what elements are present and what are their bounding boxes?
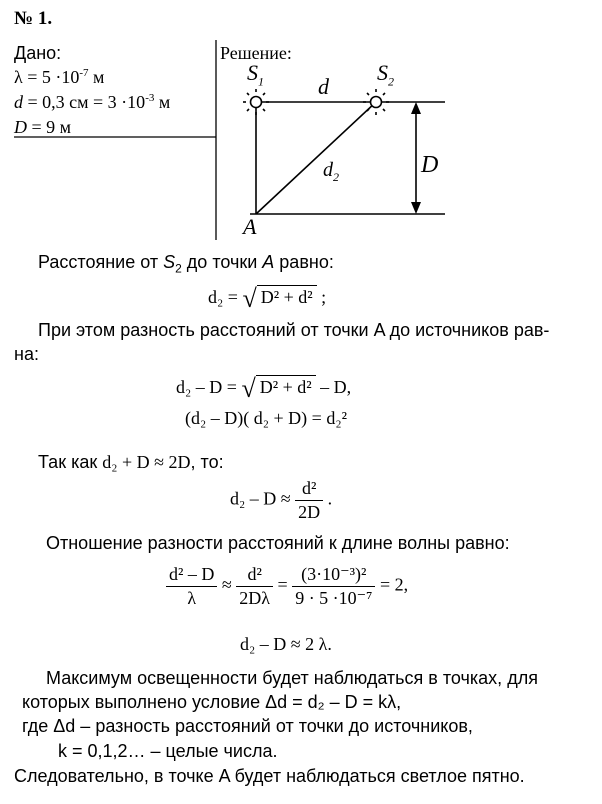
formula-diff: d₂ – D = √ D² + d² – D, (176, 374, 352, 403)
label-s1: $S_1$ (247, 60, 264, 89)
formula-approx: d₂ – D ≈ $\frac{\text{d²}}{2D}$ . (230, 478, 333, 522)
diagram (0, 0, 602, 250)
label-s2: $S_2$ (377, 60, 394, 89)
text-line-3: на: (14, 344, 39, 364)
text-line-4: Так как d₂ + D ≈ 2D, то: (38, 452, 224, 472)
text-line-6: Максимум освещенности будет наблюдаться в точках, для (46, 668, 538, 688)
formula-d2: d₂ = √ D² + d² ; (208, 284, 327, 313)
text-line-8: где Δd – разность расстояний от точки до источников, (22, 716, 473, 736)
text-line-10: Следовательно, в точке A будет наблюдаться светлое пятно. (14, 766, 525, 786)
problem-number: № 1. (14, 8, 53, 29)
formula-ratio: $\frac{\text{d² – D}}{\lambda}$ ≈ $\frac{\text{d²}}{2D\lambda}$ = $\frac{\text{(3·10⁻³)²}}{\text{9 · 5 ·10⁻⁷}}$ = 2, (166, 564, 408, 609)
label-A: A (243, 214, 257, 239)
solution-title: Решение: (220, 43, 292, 63)
given-title: Дано: (14, 43, 62, 63)
formula-result: d₂ – D ≈ 2 λ. (240, 634, 332, 654)
given-D: D = 9 м (14, 117, 72, 137)
text-line-1: Расстояние от $S_2$ до точки A равно: (38, 252, 334, 276)
given-lambda: $\lambda = 5 \cdot 10^{-7}$ м (14, 67, 105, 87)
label-d: d (318, 74, 329, 99)
text-line-7: которых выполнено условие Δd = d₂ – D = kλ, (22, 692, 402, 712)
text-line-2: При этом разность расстояний от точки A до источников рав- (38, 320, 550, 340)
label-D: D (421, 152, 439, 178)
given-d: d = 0,3 см = $3 \cdot 10^{-3}$ м (14, 92, 171, 112)
d2-line (256, 102, 376, 214)
text-line-5: Отношение разности расстояний к длине волны равно: (46, 533, 510, 553)
text-line-9: k = 0,1,2… – целые числа. (58, 741, 278, 761)
formula-product: (d₂ – D)( d₂ + D) = d₂² (185, 408, 347, 428)
label-d2: $d_2$ (323, 159, 339, 184)
